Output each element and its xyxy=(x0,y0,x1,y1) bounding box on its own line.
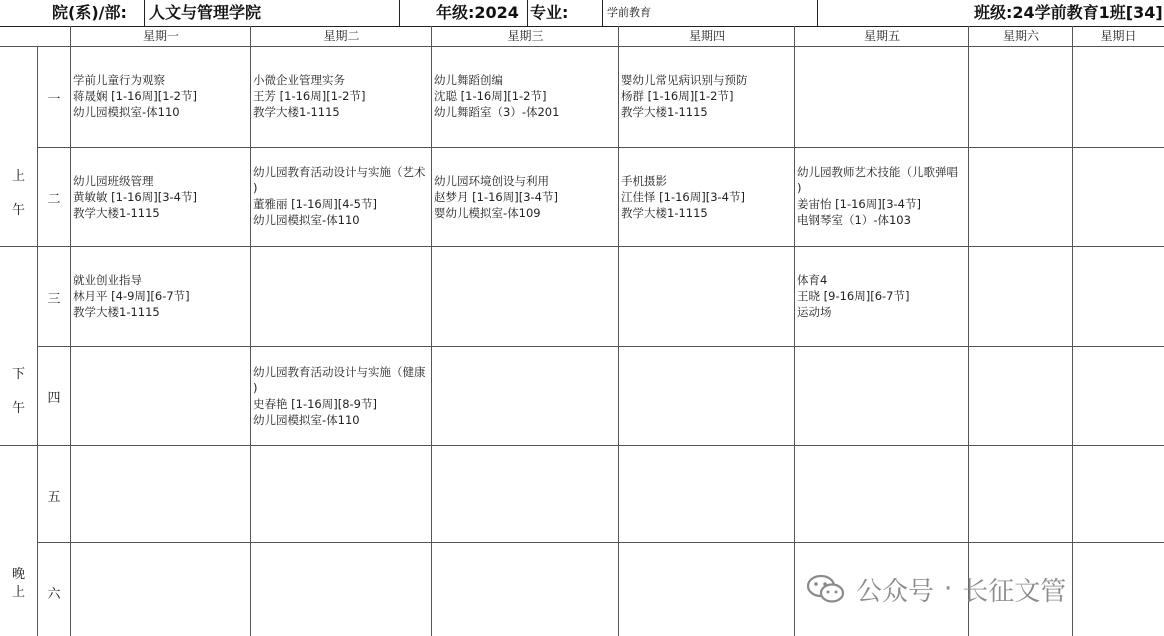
course-thu-1[interactable] xyxy=(621,72,792,120)
dept-label: 院(系)/部: xyxy=(0,0,145,26)
course-name: 幼儿园教师艺术技能（儿歌弹唱 xyxy=(797,165,958,179)
course-name-cont: ) xyxy=(797,181,802,195)
class-field xyxy=(818,0,1164,26)
grade-field xyxy=(400,0,528,26)
watermark-account: 长征文管 xyxy=(962,576,1067,607)
course-mon-1[interactable] xyxy=(73,72,248,120)
period-evening: 晚 上 xyxy=(11,567,25,600)
course-wed-2[interactable] xyxy=(434,173,616,221)
course-room: 教学大楼1-1115 xyxy=(73,305,160,319)
course-name: 小微企业管理实务 xyxy=(253,73,345,87)
course-fri-2[interactable] xyxy=(797,164,967,228)
period-number-4: 四 xyxy=(47,391,61,406)
course-room: 幼儿园模拟室-体110 xyxy=(73,105,180,119)
course-room: 幼儿园模拟室-体110 xyxy=(253,213,360,227)
course-name: 体育4 xyxy=(797,273,828,287)
course-teacher: 王晓 [9-16周][6-7节] xyxy=(797,289,910,303)
course-room: 教学大楼1-1115 xyxy=(253,105,340,119)
course-room: 教学大楼1-1115 xyxy=(621,206,708,220)
period-number-2: 二 xyxy=(47,192,61,207)
period-number-6: 六 xyxy=(47,587,61,602)
course-room: 运动场 xyxy=(797,305,832,319)
course-thu-2[interactable] xyxy=(621,173,792,221)
day-header-mon: 星期一 xyxy=(142,29,179,43)
course-name: 幼儿舞蹈创编 xyxy=(434,73,503,87)
day-header-wed: 星期三 xyxy=(507,29,544,43)
day-header-sat: 星期六 xyxy=(1002,29,1039,43)
course-room: 电钢琴室（1）-体103 xyxy=(797,213,911,227)
grade-label: 年级: xyxy=(436,3,475,22)
course-name: 幼儿园教育活动设计与实施（艺术 xyxy=(253,165,426,179)
course-tue-2[interactable] xyxy=(253,164,430,228)
course-teacher: 江佳怿 [1-16周][3-4节] xyxy=(621,190,745,204)
period-number-3: 三 xyxy=(47,292,61,307)
course-name: 婴幼儿常见病识别与预防 xyxy=(621,73,748,87)
course-teacher: 蒋晟娴 [1-16周][1-2节] xyxy=(73,89,197,103)
major-value: 学前教育 xyxy=(602,0,818,26)
course-mon-2[interactable] xyxy=(73,173,248,221)
course-fri-3[interactable] xyxy=(797,272,967,320)
period-afternoon: 下 午 xyxy=(11,367,25,416)
dept-value: 人文与管理学院 xyxy=(145,0,400,26)
period-number-1: 一 xyxy=(47,92,61,107)
course-teacher: 姜宙怡 [1-16周][3-4节] xyxy=(797,197,921,211)
watermark xyxy=(806,572,1066,606)
watermark-label: 公众号 xyxy=(856,576,935,607)
major-label: 专业: xyxy=(530,3,569,22)
course-teacher: 董雅丽 [1-16周][4-5节] xyxy=(253,197,377,211)
course-name: 手机摄影 xyxy=(621,174,667,188)
course-room: 幼儿舞蹈室（3）-体201 xyxy=(434,105,560,119)
course-name: 幼儿园班级管理 xyxy=(73,174,154,188)
course-teacher: 杨群 [1-16周][1-2节] xyxy=(621,89,734,103)
course-room: 教学大楼1-1115 xyxy=(73,206,160,220)
course-teacher: 沈聪 [1-16周][1-2节] xyxy=(434,89,547,103)
course-name: 就业创业指导 xyxy=(73,273,142,287)
period-morning: 上 午 xyxy=(11,169,25,218)
day-header-tue: 星期二 xyxy=(323,29,360,43)
course-name: 学前儿童行为观察 xyxy=(73,73,165,87)
period-number-5: 五 xyxy=(47,490,61,505)
watermark-separator: · xyxy=(944,574,953,604)
wechat-icon xyxy=(806,574,846,604)
course-name: 幼儿园教育活动设计与实施（健康 xyxy=(253,365,426,379)
class-label: 班级: xyxy=(974,3,1013,22)
course-teacher: 黄敏敏 [1-16周][3-4节] xyxy=(73,190,197,204)
course-wed-1[interactable] xyxy=(434,72,616,120)
course-room: 教学大楼1-1115 xyxy=(621,105,708,119)
course-tue-4[interactable] xyxy=(253,364,430,428)
course-name: 幼儿园环境创设与利用 xyxy=(434,174,549,188)
course-teacher: 史春艳 [1-16周][8-9节] xyxy=(253,397,377,411)
schedule-header xyxy=(0,0,1164,27)
day-header-thu: 星期四 xyxy=(688,29,725,43)
course-teacher: 王芳 [1-16周][1-2节] xyxy=(253,89,366,103)
day-header-sun: 星期日 xyxy=(1100,29,1137,43)
course-name-cont: ) xyxy=(253,381,258,395)
course-teacher: 赵梦月 [1-16周][3-4节] xyxy=(434,190,558,204)
course-name-cont: ) xyxy=(253,181,258,195)
course-teacher: 林月平 [4-9周][6-7节] xyxy=(73,289,190,303)
class-value: 24学前教育1班[34] xyxy=(1012,3,1163,22)
course-tue-1[interactable] xyxy=(253,72,429,120)
course-mon-3[interactable] xyxy=(73,272,248,320)
course-room: 幼儿园模拟室-体110 xyxy=(253,413,360,427)
grade-value: 2024 xyxy=(474,3,519,22)
day-header-fri: 星期五 xyxy=(863,29,900,43)
course-room: 婴幼儿模拟室-体109 xyxy=(434,206,541,220)
